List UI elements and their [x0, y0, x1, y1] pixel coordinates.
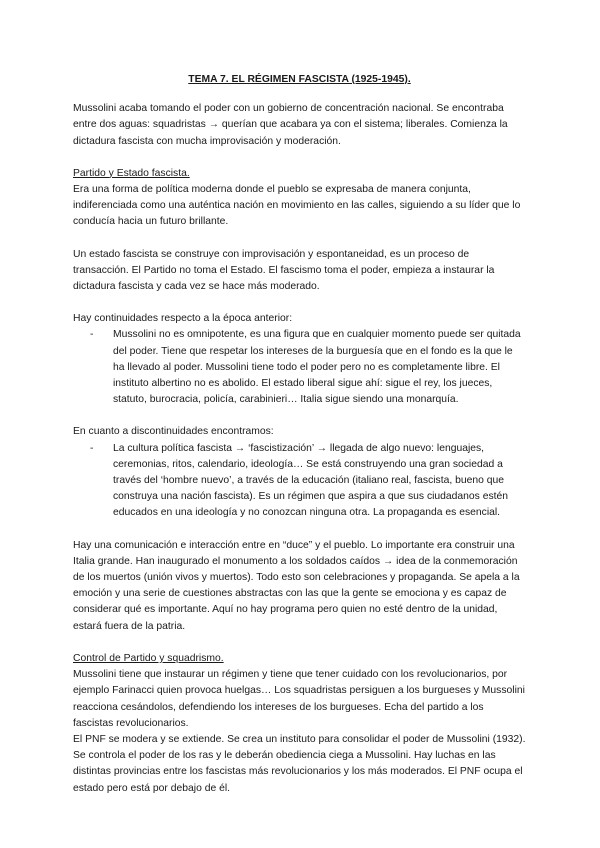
list-item	[73, 327, 526, 408]
spacer	[73, 408, 526, 424]
paragraph: Era una forma de política moderna donde el pueblo se expresaba de manera conjunta, indiferenciada como una auténtica nación en movimiento en las calles, siguiendo a su líder que lo conducía hacia un futuro brillante.	[73, 184, 521, 228]
paragraph: Hay continuidades respecto a la época anterior:	[73, 313, 293, 325]
paragraph: En cuanto a discontinuidades encontramos:	[73, 426, 274, 438]
spacer	[73, 231, 526, 247]
intro-paragraph: Mussolini acaba tomando el poder con un gobierno de concentración nacional. Se encontraba entre dos aguas: squadristas → querían que acabara ya con el sistema; liberales. Comienza la dictadura fascista con mucha improvisación y moderación.	[73, 103, 508, 147]
spacer	[73, 295, 526, 311]
section-heading-partido: Partido y Estado fascista.	[73, 167, 190, 179]
discontinuities-list	[73, 441, 526, 522]
dash-bullet: -	[90, 442, 94, 454]
paragraph: Un estado fascista se construye con improvisación y espontaneidad, es un proceso de transacción. El Partido no toma el Estado. El fascismo toma el poder, empieza a instaurar la dictadura fascista y cada vez se hace más moderado.	[73, 248, 495, 293]
section-heading-control: Control de Partido y squadrismo.	[73, 652, 224, 664]
spacer	[73, 635, 526, 651]
paragraph: Mussolini tiene que instaurar un régimen y tiene que tener cuidado con los revolucionarios, por ejemplo Farinacci quien provoca huelgas… Los squadristas persiguen a los burgueses y Mussolini reacciona cesándolos, defendiendo los intereses de los burgueses. Echa del partido a los fascistas revolucionarios.	[73, 669, 525, 729]
list-item	[73, 441, 526, 522]
list-item-text: La cultura política fascista → ‘fascistización’ → llegada de algo nuevo: lenguajes, ceremonias, ritos, calendario, ideología… Se está construyendo una gran sociedad a través del ‘hombre nuevo’, a través de la educación (italiano real, fascista, bueno que construya una nación fascista). Es un régimen que aspira a que sus ciudadanos estén educados en una ideología y no conozcan ninguna otra. La propaganda es esencial.	[113, 442, 509, 519]
spacer	[73, 522, 526, 538]
spacer	[73, 150, 526, 166]
list-item-text: Mussolini no es omnipotente, es una figura que en cualquier momento puede ser quitada del poder. Tiene que respetar los intereses de la burguesía que en el fondo es la que le ha llevado al poder. Mussolini tiene todo el poder pero no es completamente libre. El instituto albertino no es abolido. El estado liberal sigue ahí: sigue el rey, los jueces, statuto, burocracia, policía, carabinieri… Italia sigue siendo una monarquía.	[113, 329, 521, 406]
dash-bullet: -	[90, 329, 94, 341]
continuities-list	[73, 327, 526, 408]
paragraph: Hay una comunicación e interacción entre en “duce” y el pueblo. Lo importante era construir una Italia grande. Han inaugurado el monumento a los soldados caídos → idea de la conmemoración de los muertos (unión vivos y muertos). Todo esto son celebraciones y propaganda. Se apela a la emoción y una serie de cuestiones abstractas con las que la gente se emociona y es capaz de considerar qué es importante. Aquí no hay programa pero quien no esté dentro de la unidad, estará fuera de la patria.	[73, 539, 520, 632]
paragraph: El PNF se modera y se extiende. Se crea un instituto para consolidar el poder de Mussolini (1932). Se controla el poder de los ras y le deberán obediencia ciega a Mussolini. Hay luchas en las distintas provincias entre los fascistas más revolucionarios y los más moderados. El PNF ocupa el estado pero está por debajo de él.	[73, 733, 526, 794]
document-title: TEMA 7. EL RÉGIMEN FASCISTA (1925-1945).	[188, 74, 411, 85]
